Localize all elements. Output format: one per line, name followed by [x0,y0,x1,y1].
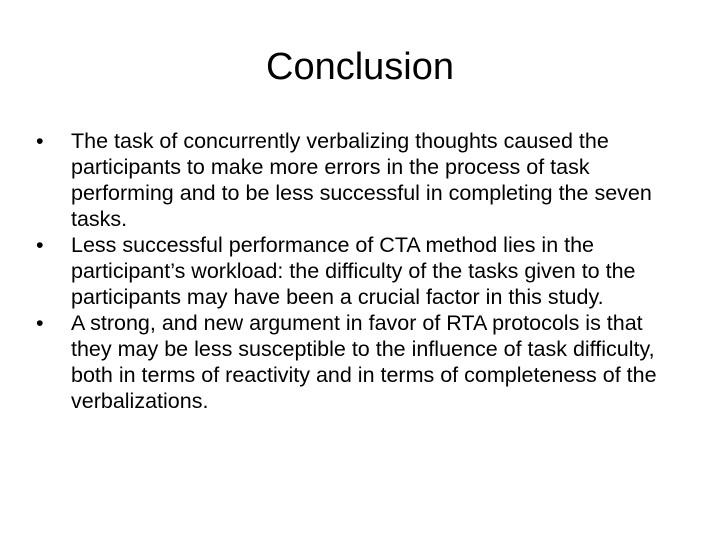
bullet-icon: • [36,129,44,153]
slide-title: Conclusion [266,46,454,88]
bullet-item [36,232,676,310]
bullet-icon: • [36,233,44,257]
bullet-list [36,128,676,414]
bullet-text: The task of concurrently verbalizing thoughts caused the participants to make more errors in the process of task performing and to be less successful in completing the seven tasks. [71,129,652,231]
bullet-item [36,310,676,414]
bullet-icon: • [36,311,44,335]
bullet-text: A strong, and new argument in favor of RTA protocols is that they may be less susceptible to the influence of task difficulty, both in terms of reactivity and in terms of completeness of the verbalizations. [71,311,657,413]
bullet-text: Less successful performance of CTA method lies in the participant’s workload: the difficulty of the tasks given to the participants may have been a crucial factor in this study. [71,233,636,309]
bullet-item [36,128,676,232]
